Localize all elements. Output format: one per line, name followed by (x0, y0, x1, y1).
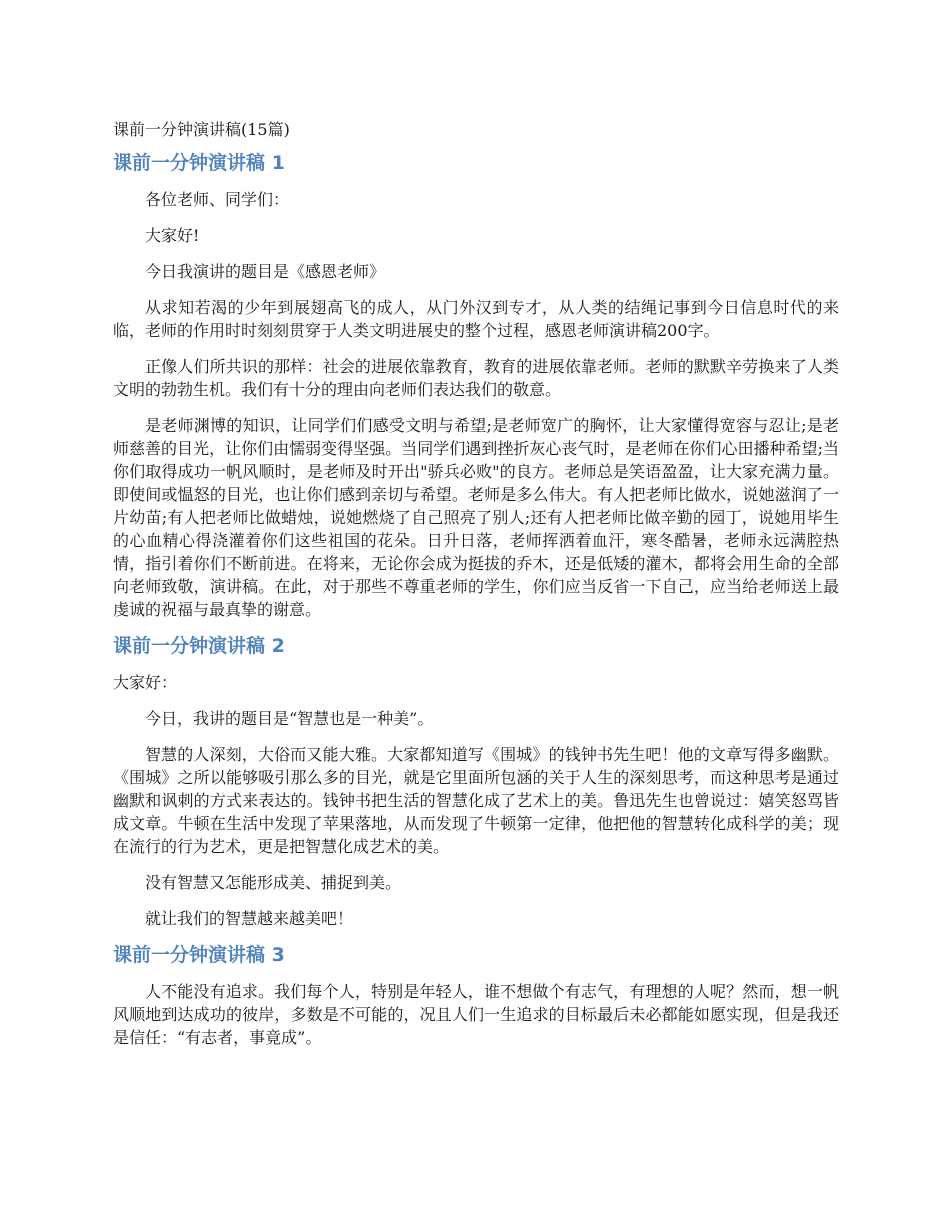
paragraph: 大家好! (145, 226, 200, 245)
greeting: 大家好： (113, 673, 178, 692)
paragraph: 智慧的人深刻，大俗而又能大雅。大家都知道写《围城》的钱钟书先生吧！他的文章写得多幽默。《围城》之所以能够吸引那么多的目光，就是它里面所包涵的关于人生的深刻思考，而这种思考是通过幽默和讽刺的方式来表达的。钱钟书把生活的智慧化成了艺术上的美。鲁迅先生也曾说过：嬉笑怒骂皆成文章。牛顿在生活中发现了苹果落地，从而发现了牛顿第一定律，他把他的智慧转化成科学的美；现在流行的行为艺术，更是把智慧化成艺术的美。 (113, 745, 839, 856)
section-heading-1: 课前一分钟演讲稿 1 (113, 152, 285, 174)
paragraph: 正像人们所共识的那样：社会的进展依靠教育，教育的进展依靠老师。老师的默默辛劳换来了人类文明的勃勃生机。我们有十分的理由向老师们表达我们的敬意。 (113, 357, 839, 399)
paragraph: 今日，我讲的题目是“智慧也是一种美”。 (145, 709, 434, 728)
section-heading-3: 课前一分钟演讲稿 3 (113, 944, 285, 966)
document-title: 课前一分钟演讲稿(15篇) (113, 120, 290, 139)
paragraph: 今日我演讲的题目是《感恩老师》 (145, 262, 386, 281)
paragraph: 是老师渊博的知识，让同学们们感受文明与希望;是老师宽广的胸怀，让大家懂得宽容与忍让;是老师慈善的目光，让你们由懦弱变得坚强。当同学们遇到挫折灰心丧气时，是老师在你们心田播种希望;当你们取得成功一帆风顺时，是老师及时开出"骄兵必败"的良方。老师总是笑语盈盈，让大家充满力量。即使间或愠怒的目光，也让你们感到亲切与希望。老师是多么伟大。有人把老师比做水，说她滋润了一片幼苗;有人把老师比做蜡烛，说她燃烧了自己照亮了别人;还有人把老师比做辛勤的园丁，说她用毕生的心血精心得浇灌着你们这些祖国的花朵。日升日落，老师挥洒着血汗，寒冬酷暑，老师永远满腔热情，指引着你们不断前进。在将来，无论你会成为挺拔的乔木，还是低矮的灌木，都将会用生命的全部向老师致敬，演讲稿。在此，对于那些不尊重老师的学生，你们应当反省一下自己，应当给老师送上最虔诚的祝福与最真挚的谢意。 (113, 416, 839, 619)
paragraph: 人不能没有追求。我们每个人，特别是年轻人，谁不想做个有志气，有理想的人呢？然而，想一帆风顺地到达成功的彼岸，多数是不可能的，况且人们一生追求的目标最后未必都能如愿实现，但是我还是信任：“有志者，事竟成”。 (113, 982, 839, 1047)
section-heading-2: 课前一分钟演讲稿 2 (113, 635, 285, 657)
paragraph: 就让我们的智慧越来越美吧！ (145, 909, 354, 928)
paragraph: 各位老师、同学们： (145, 190, 290, 209)
paragraph: 没有智慧又怎能形成美、捕捉到美。 (145, 873, 402, 892)
paragraph: 从求知若渴的少年到展翅高飞的成人，从门外汉到专才，从人类的结绳记事到今日信息时代的来临，老师的作用时时刻刻贯穿于人类文明进展史的整个过程，感恩老师演讲稿200字。 (113, 298, 839, 340)
document-page (113, 118, 839, 1062)
